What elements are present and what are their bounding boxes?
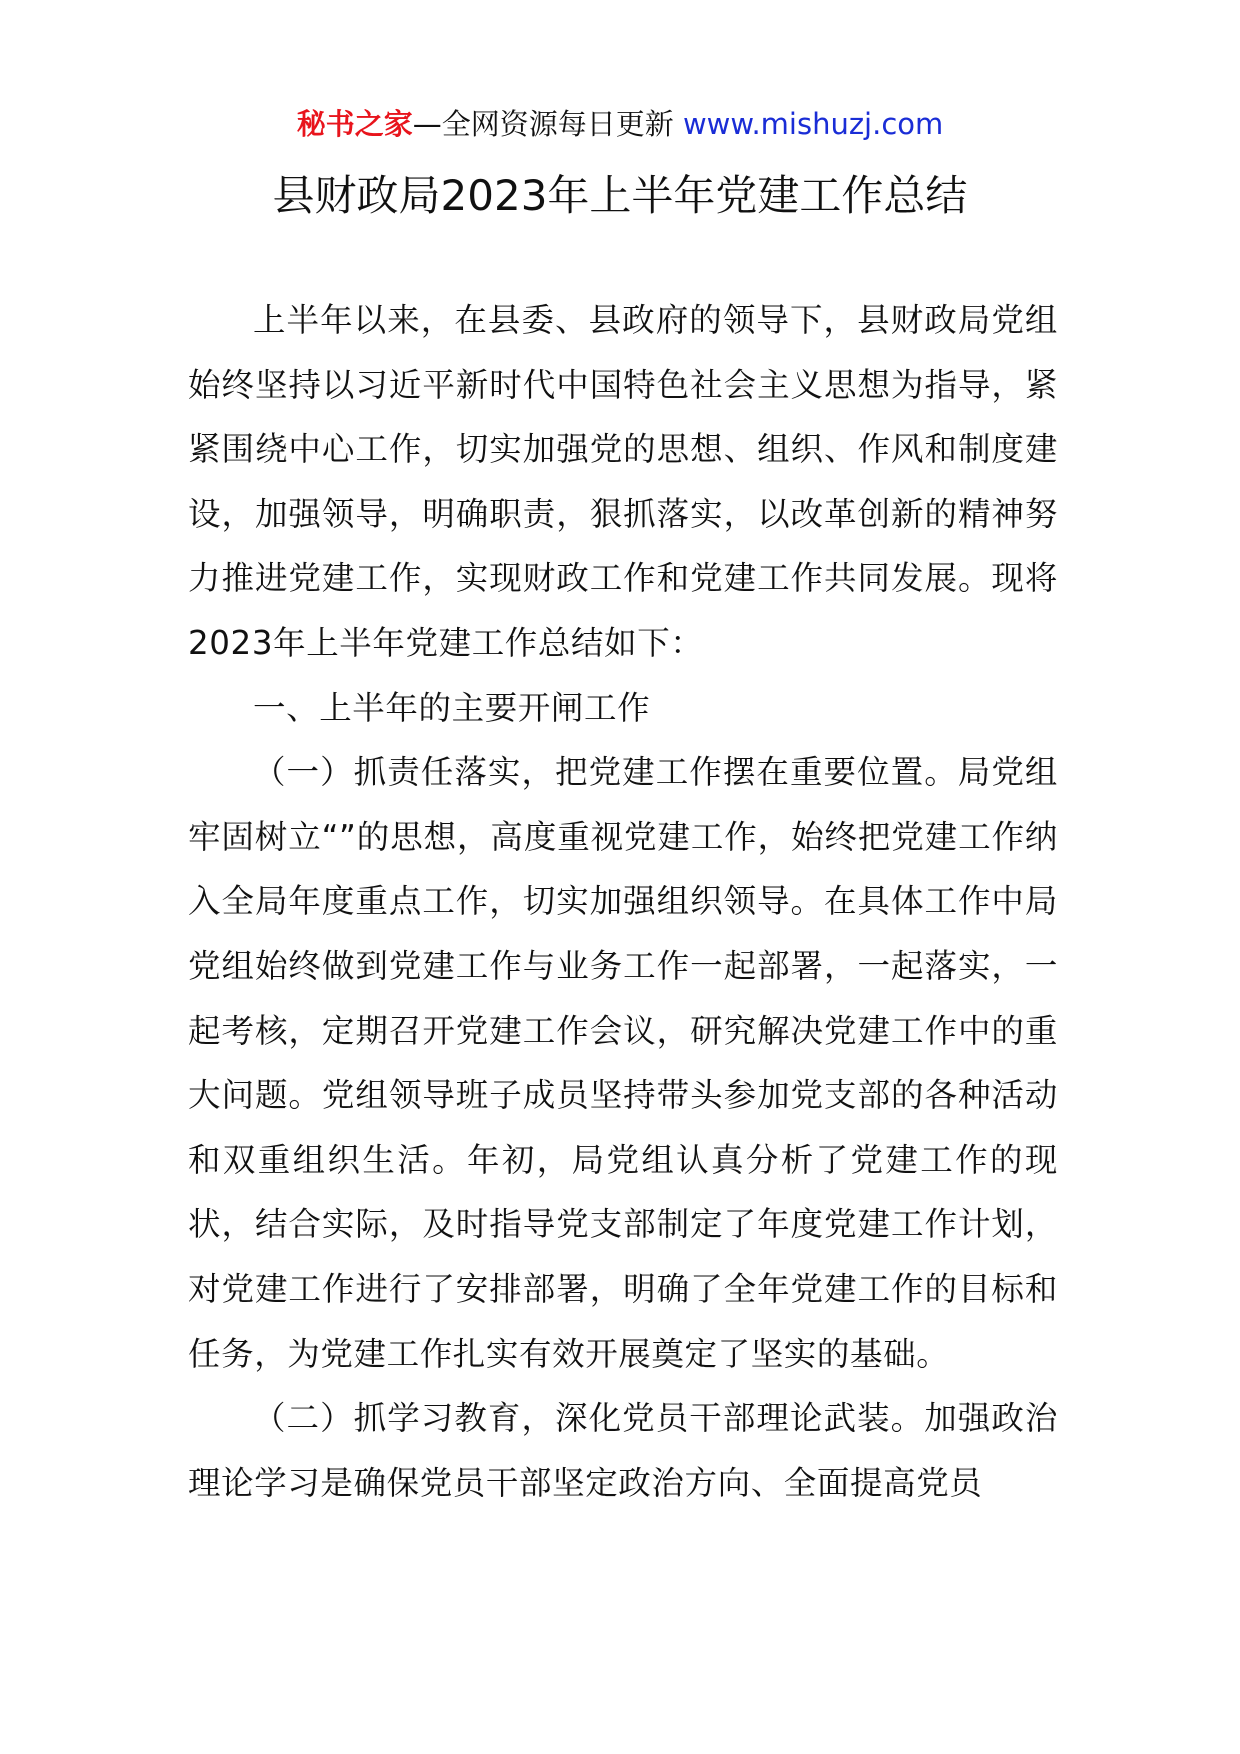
watermark-header [0, 104, 1240, 144]
paragraph-intro: 上半年以来，在县委、县政府的领导下，县财政局党组始终坚持以习近平新时代中国特色社会主义思想为指导，紧紧围绕中心工作，切实加强党的思想、组织、作风和制度建设，加强领导，明确职责，狠抓落实，以改革创新的精神努力推进党建工作，实现财政工作和党建工作共同发展。现将2023年上半年党建工作总结如下： [188, 301, 1058, 662]
section-heading-1: 一、上半年的主要开闸工作 [253, 688, 651, 727]
paragraph-responsibility: （一）抓责任落实，把党建工作摆在重要位置。局党组牢固树立“”的思想，高度重视党建工作，始终把党建工作纳入全局年度重点工作，切实加强组织领导。在具体工作中局党组始终做到党建工作与业务工作一起部署，一起落实，一起考核，定期召开党建工作会议，研究解决党建工作中的重大问题。党组领导班子成员坚持带头参加党支部的各种活动和双重组织生活。年初，局党组认真分析了党建工作的现状，结合实际，及时指导党支部制定了年度党建工作计划，对党建工作进行了安排部署，明确了全年党建工作的目标和任务，为党建工作扎实有效开展奠定了坚实的基础。 [188, 753, 1058, 1373]
document-title: 县财政局2023年上半年党建工作总结 [272, 171, 968, 220]
brand-name: 秘书之家 [296, 107, 413, 141]
paragraph-study: （二）抓学习教育，深化党员干部理论武装。加强政治理论学习是确保党员干部坚定政治方向、全面提高党员 [188, 1399, 1058, 1502]
header-tagline: —全网资源每日更新 [412, 107, 683, 141]
site-url-link[interactable]: www.mishuzj.com [682, 107, 944, 141]
document-body [188, 288, 1058, 1515]
